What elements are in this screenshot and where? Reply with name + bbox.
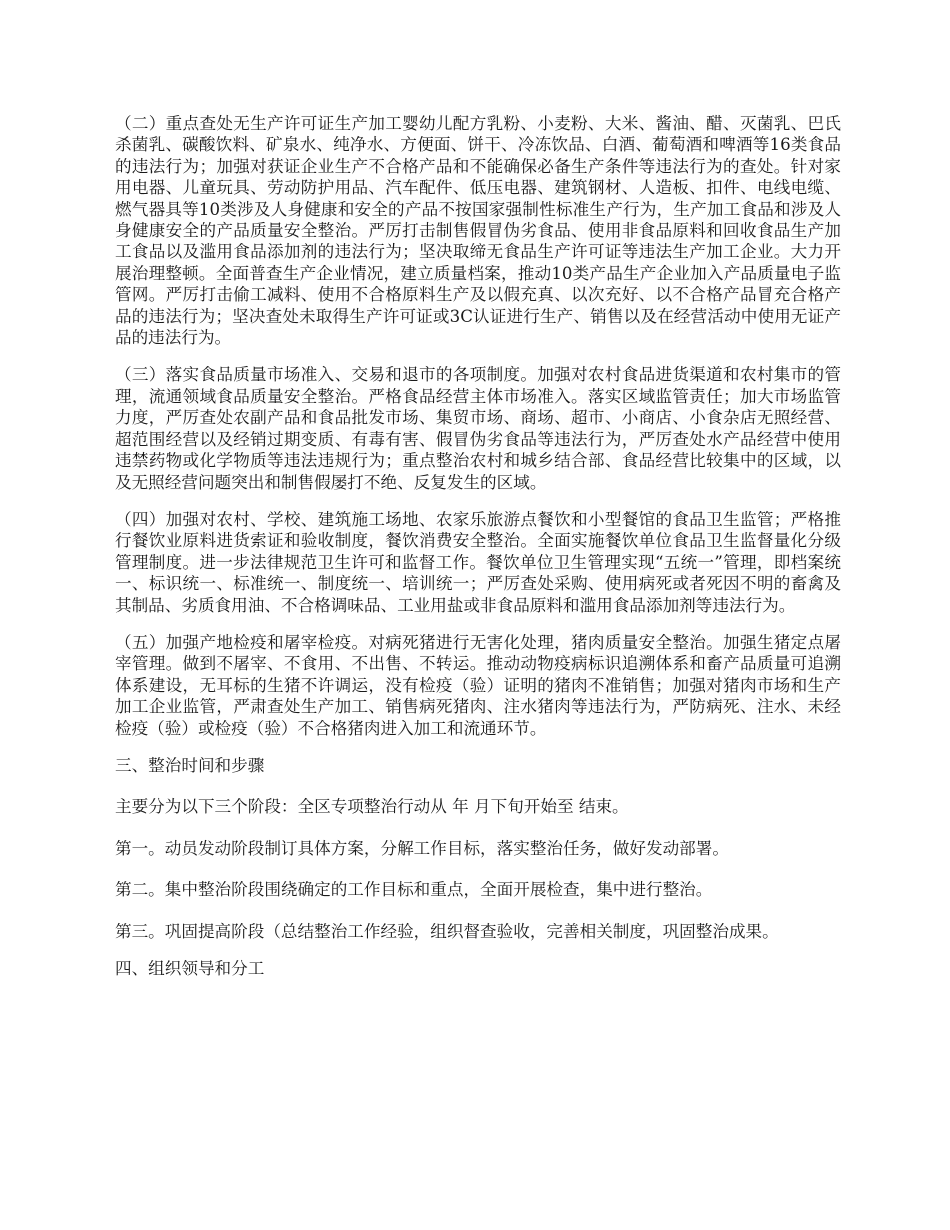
section-heading-organization: 四、组织领导和分工	[115, 959, 265, 978]
paragraph-food-license: （二）重点查处无生产许可证生产加工婴幼儿配方乳粉、小麦粉、大米、酱油、醋、灭菌乳、巴氏杀菌乳、碳酸饮料、矿泉水、纯净水、方便面、饼干、冷冻饮品、白酒、葡萄酒和啤酒等16类食品的违法行为；加强对获证企业生产不合格产品和不能确保必备生产条件等违法行为的查处。针对家用电器、儿童玩具、劳动防护用品、汽车配件、低压电器、建筑钢材、人造板、扣件、电线电缆、燃气器具等10类涉及人身健康和安全的产品不按国家强制性标准生产行为，生产加工食品和涉及人身健康安全的产品质量安全整治。严厉打击制售假冒伪劣食品、使用非食品原料和回收食品生产加工食品以及滥用食品添加剂的违法行为；坚决取缔无食品生产许可证等违法生产加工企业。大力开展治理整顿。全面普查生产企业情况，建立质量档案，推动10类产品生产企业加入产品质量电子监管网。严厉打击偷工减料、使用不合格原料生产及以假充真、以次充好、以不合格产品冒充合格产品的违法行为；坚决查处未取得生产许可证或3C认证进行生产、销售以及在经营活动中使用无证产品的违法行为。	[115, 114, 841, 348]
paragraph-stage-three: 第三。巩固提高阶段（总结整治工作经验，组织督查验收，完善相关制度，巩固整治成果。	[115, 921, 779, 941]
paragraph-market-access: （三）落实食品质量市场准入、交易和退市的各项制度。加强对农村食品进货渠道和农村集市的管理，流通领域食品质量安全整治。严格食品经营主体市场准入。落实区域监管责任；加大市场监管力度，严厉查处农副产品和食品批发市场、集贸市场、商场、超市、小商店、小食杂店无照经营、超范围经营以及经销过期变质、有毒有害、假冒伪劣食品等违法行为，严厉查处水产品经营中使用违禁药物或化学物质等违法违规行为；重点整治农村和城乡结合部、食品经营比较集中的区域，以及无照经营问题突出和制售假屡打不绝、反复发生的区域。	[115, 365, 841, 492]
paragraph-catering-hygiene: （四）加强对农村、学校、建筑施工场地、农家乐旅游点餐饮和小型餐馆的食品卫生监管；严格推行餐饮业原料进货索证和验收制度，餐饮消费安全整治。全面实施餐饮单位食品卫生监督量化分级管理制度。进一步法律规范卫生许可和监督工作。餐饮单位卫生管理实现“五统一”管理，即档案统一、标识统一、标准统一、制度统一、培训统一；严厉查处采购、使用病死或者死因不明的畜禽及其制品、劣质食用油、不合格调味品、工业用盐或非食品原料和滥用食品添加剂等违法行为。	[115, 509, 841, 615]
paragraph-stages-intro: 主要分为以下三个阶段：全区专项整治行动从 年 月下旬开始至 结束。	[115, 797, 629, 817]
paragraph-stage-one: 第一。动员发动阶段制订具体方案，分解工作目标，落实整治任务，做好发动部署。	[115, 838, 729, 858]
paragraph-stage-two: 第二。集中整治阶段围绕确定的工作目标和重点，全面开展检查，集中进行整治。	[115, 880, 713, 900]
section-heading-schedule: 三、整治时间和步骤	[115, 755, 265, 775]
paragraph-pork-quarantine: （五）加强产地检疫和屠宰检疫。对病死猪进行无害化处理，猪肉质量安全整治。加强生猪定点屠宰管理。做到不屠宰、不食用、不出售、不转运。推动动物疫病标识追溯体系和畜产品质量可追溯体系建设，无耳标的生猪不许调运，没有检疫（验）证明的猪肉不准销售；加强对猪肉市场和生产加工企业监管，严肃查处生产加工、销售病死猪肉、注水猪肉等违法行为，严防病死、注水、未经检疫（验）或检疫（验）不合格猪肉进入加工和流通环节。	[115, 632, 841, 738]
document-body	[115, 113, 841, 999]
